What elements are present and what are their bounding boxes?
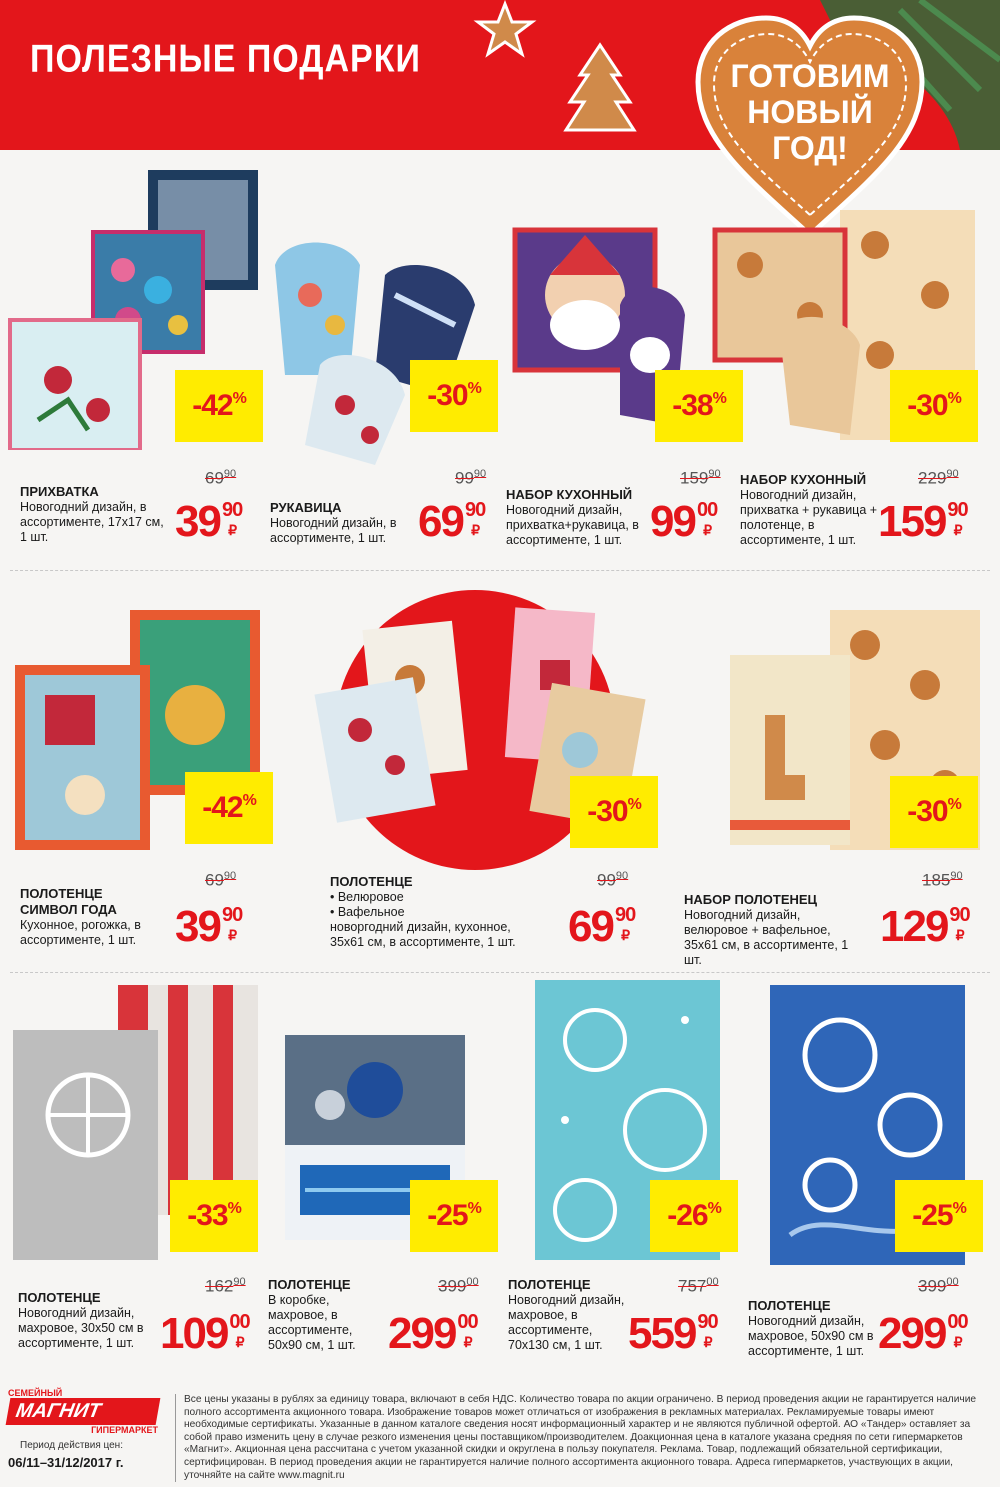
product-name: НАБОР КУХОННЫЙ	[506, 487, 633, 502]
old-price: $185^{90}$	[922, 870, 963, 890]
product-name: НАБОР ПОЛОТЕНЕЦ	[684, 892, 818, 907]
discount-badge: -42 %	[185, 772, 273, 844]
discount-badge: -26 %	[650, 1180, 738, 1252]
product-description: • Велюровое • Вафельное новоргодний дизайн, кухонное, 35х61 см, в ассортименте, 1 шт.	[330, 890, 516, 949]
discount-badge: -42 %	[175, 370, 263, 442]
old-price: $399^{00}$	[918, 1276, 959, 1296]
discount-badge: -30 %	[570, 776, 658, 848]
product-description: Новогодний дизайн, махровое, в ассортименте, 70х130 см, 1 шт.	[508, 1293, 625, 1352]
product-description: Новогодний дизайн, прихватка + рукавица + полотенце, в ассортименте, 1 шт.	[740, 488, 878, 547]
gingerbread-star-icon	[470, 0, 540, 60]
row-divider	[10, 570, 990, 571]
magnit-logo	[8, 1388, 168, 1435]
new-price: 69 90 ₽	[568, 902, 636, 951]
old-price: $99^{90}$	[455, 468, 487, 488]
discount-badge: -30 %	[410, 360, 498, 432]
product-name: ПОЛОТЕНЦЕ	[330, 874, 413, 889]
old-price: $159^{90}$	[680, 468, 721, 488]
new-price: 39 90 ₽	[175, 497, 243, 546]
product-description: Новогодний дизайн, прихватка+рукавица, в ассортименте, 1 шт.	[506, 503, 639, 547]
logo-bottom-text: ГИПЕРМАРКЕТ	[91, 1425, 158, 1435]
product-description: В коробке, махровое, в ассортименте, 50х90 см, 1 шт.	[268, 1293, 356, 1352]
gingerbread-tree-icon	[560, 40, 640, 140]
new-price: 69 90 ₽	[418, 497, 486, 546]
discount-badge: -30 %	[890, 370, 978, 442]
new-price: 129 90 ₽	[880, 902, 970, 951]
new-price: 299 00 ₽	[878, 1309, 968, 1358]
new-price: 299 00 ₽	[388, 1309, 478, 1358]
product-name: ПОЛОТЕНЦЕ СИМВОЛ ГОДА	[20, 886, 117, 917]
heart-slogan-line-2: НОВЫЙ	[747, 94, 873, 130]
product-name: РУКАВИЦА	[270, 500, 342, 515]
new-price: 39 90 ₽	[175, 902, 243, 951]
page-title: ПОЛЕЗНЫЕ ПОДАРКИ	[30, 37, 421, 81]
old-price: $757^{00}$	[678, 1276, 719, 1296]
new-price: 109 00 ₽	[160, 1309, 250, 1358]
product-name: ПОЛОТЕНЦЕ	[268, 1277, 351, 1292]
row-divider	[10, 972, 990, 973]
discount-badge: -33 %	[170, 1180, 258, 1252]
period-value: 06/11–31/12/2017 г.	[8, 1455, 124, 1470]
product-description: Новогодний дизайн, махровое, 30х50 см в ассортименте, 1 шт.	[18, 1306, 144, 1350]
heart-slogan-line-3: ГОД!	[772, 130, 848, 166]
product-description: Новогодний дизайн, велюровое + вафельное, 35х61 см, в ассортименте, 1 шт.	[684, 908, 849, 967]
product-description: Новогодний дизайн, в ассортименте, 17х17 см, 1 шт.	[20, 500, 164, 544]
heart-slogan	[690, 58, 930, 166]
logo-main-text: МАГНИТ	[6, 1398, 161, 1425]
old-price: $99^{90}$	[597, 870, 629, 890]
product-description: Новогодний дизайн, махровое, 50х90 см в ассортименте, 1 шт.	[748, 1314, 874, 1358]
product-description: Новогодний дизайн, в ассортименте, 1 шт.	[270, 516, 397, 545]
new-price: 559 90 ₽	[628, 1309, 718, 1358]
new-price: 99 00 ₽	[650, 497, 718, 546]
old-price: $69^{90}$	[205, 468, 237, 488]
product-name: ПРИХВАТКА	[20, 484, 99, 499]
discount-badge: -25 %	[410, 1180, 498, 1252]
product-name: ПОЛОТЕНЦЕ	[748, 1298, 831, 1313]
discount-badge: -30 %	[890, 776, 978, 848]
product-name: ПОЛОТЕНЦЕ	[18, 1290, 101, 1305]
old-price: $69^{90}$	[205, 870, 237, 890]
product-name: ПОЛОТЕНЦЕ	[508, 1277, 591, 1292]
old-price: $229^{90}$	[918, 468, 959, 488]
discount-badge: -38 %	[655, 370, 743, 442]
discount-badge: -25 %	[895, 1180, 983, 1252]
legal-disclaimer: Все цены указаны в рублях за единицу товара, включают в себя НДС. Количество товара по акции ограничено. В период проведения акции не гарантируется наличие полного ассортимента акционного товара. Изображение товаров может отличаться от изображения в рекламных материалах. Рекламируемые товары имеют необходимые сертификаты. Указанные в данном каталоге сведения носят информационный характер и не являются публичной офертой. АО «Тандер» оставляет за собой право изменить цену в случае резкого изменения цены поставщиком/производителем. Доакционная цена в каталоге указана средняя по сети гипермаркетов «Магнит». Акционная цена рассчитана с учетом указанной скидки и округлена в пользу покупателя. Реклама. Товар, подлежащий обязательной сертификации, сертифицирован. В период проведения акции не гарантируется наличие полного ассортимента акционного товара. Адреса гипермаркетов, участвующих в акции, уточняйте на сайте www.magnit.ru	[175, 1394, 980, 1482]
old-price: $399^{00}$	[438, 1276, 479, 1296]
new-price: 159 90 ₽	[878, 497, 968, 546]
old-price: $162^{90}$	[205, 1276, 246, 1296]
product-description: Кухонное, рогожка, в ассортименте, 1 шт.	[20, 918, 141, 947]
period-label: Период действия цен:	[20, 1440, 123, 1451]
heart-slogan-line-1: ГОТОВИМ	[730, 58, 890, 94]
logo-top-text: СЕМЕЙНЫЙ	[8, 1388, 63, 1398]
product-name: НАБОР КУХОННЫЙ	[740, 472, 867, 487]
